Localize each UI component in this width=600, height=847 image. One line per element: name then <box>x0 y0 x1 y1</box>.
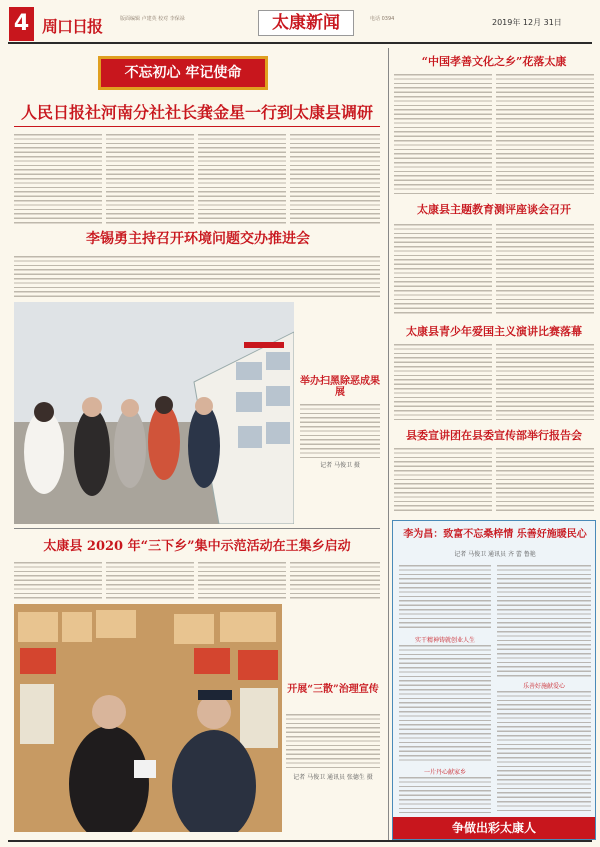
filial-culture-headline: “中国孝善文化之乡”花落太康 <box>421 55 567 68</box>
environment-meeting-body <box>14 256 380 298</box>
market-photo-illustration <box>14 604 282 832</box>
feature-col-2b <box>497 691 591 813</box>
three-to-countryside-col-1 <box>14 562 102 600</box>
feature-subhead-2: 一片丹心献家乡 <box>423 769 466 776</box>
masthead <box>0 0 600 44</box>
column-rule <box>388 48 389 840</box>
lead-body-col-4 <box>290 134 380 226</box>
feature-box <box>392 520 596 840</box>
exhibition-caption-text <box>300 404 380 458</box>
exhibition-photo-credit: 记者 马俊卫 摄 <box>320 462 360 469</box>
lead-divider <box>14 126 380 127</box>
feature-byline: 记者 马俊卫 通讯员 齐 蕾 鲁艳 <box>454 551 536 558</box>
party-slogan-banner: 不忘初心 牢记使命 <box>98 56 268 90</box>
education-forum-col-2 <box>496 224 594 316</box>
education-forum-col-1 <box>394 224 492 316</box>
lecture-group-col-2 <box>496 448 594 514</box>
youth-speech-col-1 <box>394 344 492 420</box>
lecture-group-headline: 县委宣讲团在县委宣传部举行报告会 <box>406 429 582 442</box>
masthead-meta-right: 电话 0394 <box>370 16 395 22</box>
bottom-rule <box>8 840 592 842</box>
campaign-caption-text <box>286 714 380 770</box>
lead-body-col-3 <box>198 134 286 226</box>
lead-body-col-2 <box>106 134 194 226</box>
masthead-rule <box>8 42 592 44</box>
exhibition-photo <box>14 302 294 524</box>
environment-meeting-headline: 李锡勇主持召开环境问题交办推进会 <box>86 231 310 247</box>
page-number: 4 <box>9 7 34 41</box>
feature-col-1c <box>399 777 491 813</box>
three-to-countryside-headline: 太康县 2020 年“三下乡”集中示范活动在王集乡启动 <box>43 539 351 554</box>
section-name: 太康新闻 <box>258 10 354 36</box>
market-photo <box>14 604 282 832</box>
filial-culture-col-1 <box>394 74 492 196</box>
lead-headline: 人民日报社河南分社社长龚金星一行到太康县调研 <box>20 103 373 122</box>
exhibition-headline: 举办扫黑除恶成果展 <box>300 376 380 398</box>
lecture-group-col-1 <box>394 448 492 514</box>
lead-body-col-1 <box>14 134 102 226</box>
feature-subhead-3: 乐善好施献爱心 <box>522 683 565 690</box>
feature-col-1a <box>399 565 491 631</box>
feature-footer-banner: 争做出彩太康人 <box>393 817 595 839</box>
feature-col-2a <box>497 565 591 677</box>
issue-date: 2019年 12月 31日 <box>492 18 562 27</box>
three-to-countryside-col-2 <box>106 562 194 600</box>
feature-subhead-1: 实干精神铸就创业人生 <box>414 637 475 644</box>
three-to-countryside-col-3 <box>198 562 286 600</box>
masthead-meta-left: 版面编辑 卢建英 校对 李保禄 <box>120 16 185 22</box>
paper-logo: 周口日报 <box>42 17 103 36</box>
feature-headline: 李为昌：致富不忘桑梓情 乐善好施暖民心 <box>403 529 587 540</box>
exhibition-photo-illustration <box>14 302 294 524</box>
youth-speech-headline: 太康县青少年爱国主义演讲比赛落幕 <box>406 325 582 338</box>
campaign-headline: 开展“三散”治理宣传 <box>287 684 379 695</box>
three-to-countryside-col-4 <box>290 562 380 600</box>
feature-col-1b <box>399 645 491 763</box>
youth-speech-col-2 <box>496 344 594 420</box>
section-divider <box>14 528 380 529</box>
campaign-photo-credit: 记者 马俊卫 通讯员 张德生 摄 <box>293 774 373 781</box>
filial-culture-col-2 <box>496 74 594 196</box>
education-forum-headline: 太康县主题教育测评座谈会召开 <box>417 203 571 216</box>
